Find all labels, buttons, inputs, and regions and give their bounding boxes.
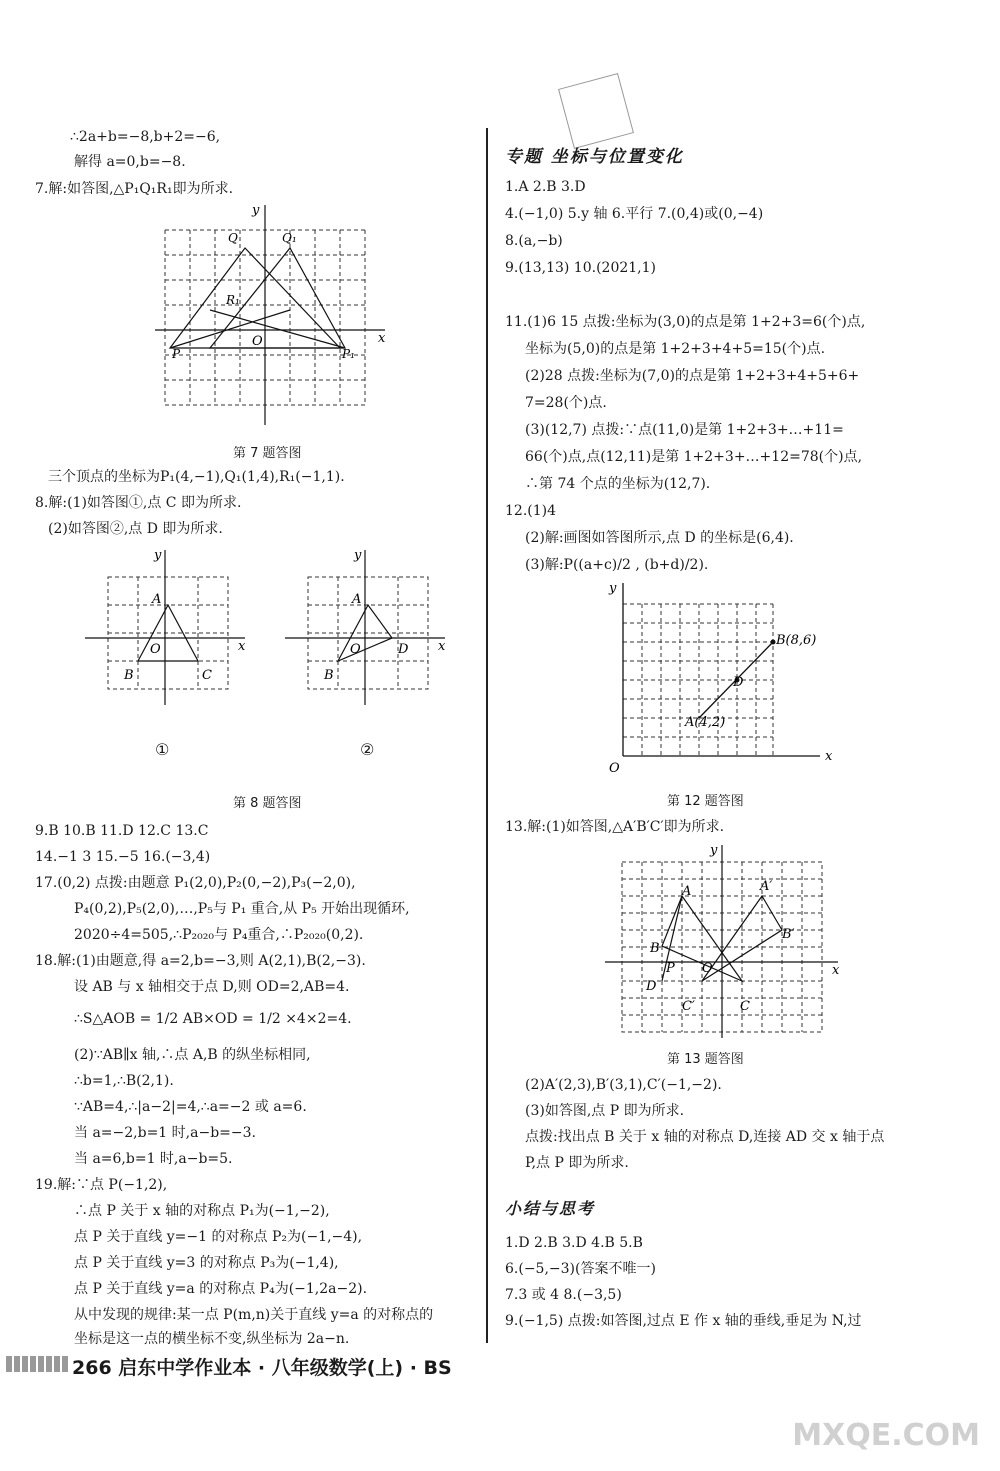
text-line: 1.A 2.B 3.D bbox=[505, 179, 586, 195]
text-line: 9.(−1,5) 点拨:如答图,过点 E 作 x 轴的垂线,垂足为 N,过 bbox=[505, 1313, 862, 1329]
figure-8-2 bbox=[280, 545, 450, 745]
text-line: 点 P 关于直线 y=−1 的对称点 P₂为(−1,−4), bbox=[74, 1229, 363, 1245]
text-line: 点 P 关于直线 y=3 的对称点 P₃为(−1,4), bbox=[74, 1255, 339, 1271]
fig12-point-d: D bbox=[733, 675, 744, 690]
svg-text:P₁: P₁ bbox=[342, 347, 355, 361]
svg-text:B′: B′ bbox=[782, 927, 795, 942]
section-title: 专题 坐标与位置变化 bbox=[505, 147, 684, 167]
svg-text:P: P bbox=[172, 347, 181, 361]
figure-8-label-1: ① bbox=[155, 740, 170, 759]
svg-text:D: D bbox=[398, 642, 409, 657]
figure-7-caption: 第 7 题答图 bbox=[233, 446, 302, 461]
text-line: (2)∵AB∥x 轴,∴点 A,B 的纵坐标相同, bbox=[74, 1047, 311, 1063]
text-line: 设 AB 与 x 轴相交于点 D,则 OD=2,AB=4. bbox=[74, 979, 350, 995]
svg-text:D: D bbox=[646, 979, 657, 994]
text-line: (3)解:P((a+c)/2 , (b+d)/2). bbox=[525, 557, 709, 573]
text-line: 点 P 关于直线 y=a 的对称点 P₄为(−1,2a−2). bbox=[74, 1281, 368, 1297]
svg-text:B: B bbox=[324, 668, 334, 683]
text-line: P,点 P 即为所求. bbox=[525, 1155, 629, 1171]
text-line: 7.解:如答图,△P₁Q₁R₁即为所求. bbox=[35, 181, 234, 197]
watermark: MXQE.COM bbox=[792, 1418, 980, 1453]
text-line: 当 a=6,b=1 时,a−b=5. bbox=[74, 1151, 233, 1167]
fig12-axis-x: x bbox=[825, 749, 833, 764]
svg-text:Q₁: Q₁ bbox=[282, 231, 297, 245]
text-line: ∵AB=4,∴|a−2|=4,∴a=−2 或 a=6. bbox=[74, 1099, 307, 1115]
text-line: (3)(12,7) 点拨:∵点(11,0)是第 1+2+3+…+11= bbox=[525, 422, 844, 438]
svg-text:C: C bbox=[202, 668, 212, 683]
svg-text:A: A bbox=[352, 592, 362, 607]
text-line: 从中发现的规律:某一点 P(m,n)关于直线 y=a 的对称点的 bbox=[74, 1307, 434, 1323]
text-line: 8.解:(1)如答图①,点 C 即为所求. bbox=[35, 495, 242, 511]
text-line: 9.B 10.B 11.D 12.C 13.C bbox=[35, 823, 209, 839]
fig12-origin: O bbox=[609, 761, 620, 776]
figure-13-caption: 第 13 题答图 bbox=[667, 1052, 744, 1067]
page-footer: 266 启东中学作业本 · 八年级数学(上) · BS bbox=[72, 1357, 452, 1379]
text-line: 7.3 或 4 8.(−3,5) bbox=[505, 1287, 622, 1303]
svg-text:C′: C′ bbox=[682, 999, 695, 1014]
text-line: 12.(1)4 bbox=[505, 503, 557, 519]
svg-text:Q: Q bbox=[228, 231, 238, 245]
figure-12 bbox=[605, 578, 840, 778]
svg-text:x: x bbox=[438, 639, 446, 654]
text-line: 当 a=−2,b=1 时,a−b=−3. bbox=[74, 1125, 256, 1141]
text-line: 18.解:(1)由题意,得 a=2,b=−3,则 A(2,1),B(2,−3). bbox=[35, 953, 366, 969]
svg-text:O: O bbox=[350, 642, 361, 657]
text-line: 9.(13,13) 10.(2021,1) bbox=[505, 260, 656, 276]
svg-text:B: B bbox=[124, 668, 134, 683]
svg-text:O: O bbox=[150, 642, 161, 657]
text-line: ∴第 74 个点的坐标为(12,7). bbox=[525, 476, 711, 492]
text-line: 66(个)点,点(12,11)是第 1+2+3+…+12=78(个)点, bbox=[525, 449, 863, 465]
text-line: P₄(0,2),P₅(2,0),…,P₅与 P₁ 重合,从 P₅ 开始出现循环, bbox=[74, 901, 410, 917]
figure-8-1 bbox=[80, 545, 250, 745]
svg-text:O: O bbox=[252, 334, 263, 349]
text-line: 2020÷4=505,∴P₂₀₂₀与 P₄重合,∴P₂₀₂₀(0,2). bbox=[74, 927, 364, 943]
text-line: 13.解:(1)如答图,△A′B′C′即为所求. bbox=[505, 819, 725, 835]
fig12-point-b: B(8,6) bbox=[776, 633, 817, 648]
text-line: 1.D 2.B 3.D 4.B 5.B bbox=[505, 1235, 643, 1251]
svg-text:y: y bbox=[252, 203, 260, 218]
figure-13 bbox=[600, 840, 845, 1040]
text-line: 坐标是这一点的横坐标不变,纵坐标为 2a−n. bbox=[74, 1331, 350, 1347]
stamp bbox=[558, 73, 634, 149]
figure-8-label-2: ② bbox=[360, 740, 375, 759]
figure-8-caption: 第 8 题答图 bbox=[233, 796, 302, 811]
svg-text:C: C bbox=[740, 999, 750, 1014]
text-line: ∴2a+b=−8,b+2=−6, bbox=[70, 129, 221, 145]
svg-text:B: B bbox=[650, 941, 660, 956]
text-line: (2)解:画图如答图所示,点 D 的坐标是(6,4). bbox=[525, 530, 794, 546]
text-line: (2)如答图②,点 D 即为所求. bbox=[48, 521, 223, 537]
text-line: (2)28 点拨:坐标为(7,0)的点是第 1+2+3+4+5+6+ bbox=[525, 368, 860, 384]
svg-text:O: O bbox=[702, 961, 713, 976]
svg-text:A: A bbox=[152, 592, 162, 607]
text-line: 14.−1 3 15.−5 16.(−3,4) bbox=[35, 849, 211, 865]
figure-7 bbox=[150, 200, 395, 440]
column-divider bbox=[486, 128, 488, 1343]
text-line: 三个顶点的坐标为P₁(4,−1),Q₁(1,4),R₁(−1,1). bbox=[48, 469, 345, 485]
text-line: 17.(0,2) 点拨:由题意 P₁(2,0),P₂(0,−2),P₃(−2,0), bbox=[35, 875, 356, 891]
fig12-point-a: A(4,2) bbox=[685, 715, 726, 730]
svg-text:y: y bbox=[710, 843, 718, 858]
footer-decoration bbox=[6, 1356, 68, 1372]
figure-12-caption: 第 12 题答图 bbox=[667, 794, 744, 809]
svg-text:x: x bbox=[238, 639, 246, 654]
svg-text:y: y bbox=[354, 548, 362, 563]
text-line: 4.(−1,0) 5.y 轴 6.平行 7.(0,4)或(0,−4) bbox=[505, 206, 764, 222]
svg-text:P: P bbox=[666, 961, 675, 976]
text-line: 解得 a=0,b=−8. bbox=[74, 154, 186, 170]
text-line: (3)如答图,点 P 即为所求. bbox=[525, 1103, 685, 1119]
svg-text:x: x bbox=[832, 963, 840, 978]
svg-text:A′: A′ bbox=[760, 879, 773, 894]
text-line: ∴点 P 关于 x 轴的对称点 P₁为(−1,−2), bbox=[74, 1203, 330, 1219]
fig12-axis-y: y bbox=[609, 581, 617, 596]
svg-text:y: y bbox=[154, 548, 162, 563]
text-line: 19.解:∵点 P(−1,2), bbox=[35, 1177, 168, 1193]
text-line: ∴b=1,∴B(2,1). bbox=[74, 1073, 174, 1089]
text-line: 8.(a,−b) bbox=[505, 233, 563, 249]
section-title-2: 小结与思考 bbox=[505, 1199, 596, 1218]
text-line: 坐标为(5,0)的点是第 1+2+3+4+5=15(个)点. bbox=[525, 341, 826, 357]
text-line: 7=28(个)点. bbox=[525, 395, 607, 411]
svg-text:A: A bbox=[682, 884, 692, 899]
text-line: 6.(−5,−3)(答案不唯一) bbox=[505, 1261, 656, 1277]
text-line: ∴S△AOB = 1/2 AB×OD = 1/2 ×4×2=4. bbox=[74, 1011, 352, 1027]
text-line: (2)A′(2,3),B′(3,1),C′(−1,−2). bbox=[525, 1077, 722, 1093]
text-line: 点拨:找出点 B 关于 x 轴的对称点 D,连接 AD 交 x 轴于点 bbox=[525, 1129, 885, 1145]
svg-text:x: x bbox=[378, 331, 386, 346]
svg-text:R₁: R₁ bbox=[226, 293, 240, 307]
text-line: 11.(1)6 15 点拨:坐标为(3,0)的点是第 1+2+3=6(个)点, bbox=[505, 314, 866, 330]
